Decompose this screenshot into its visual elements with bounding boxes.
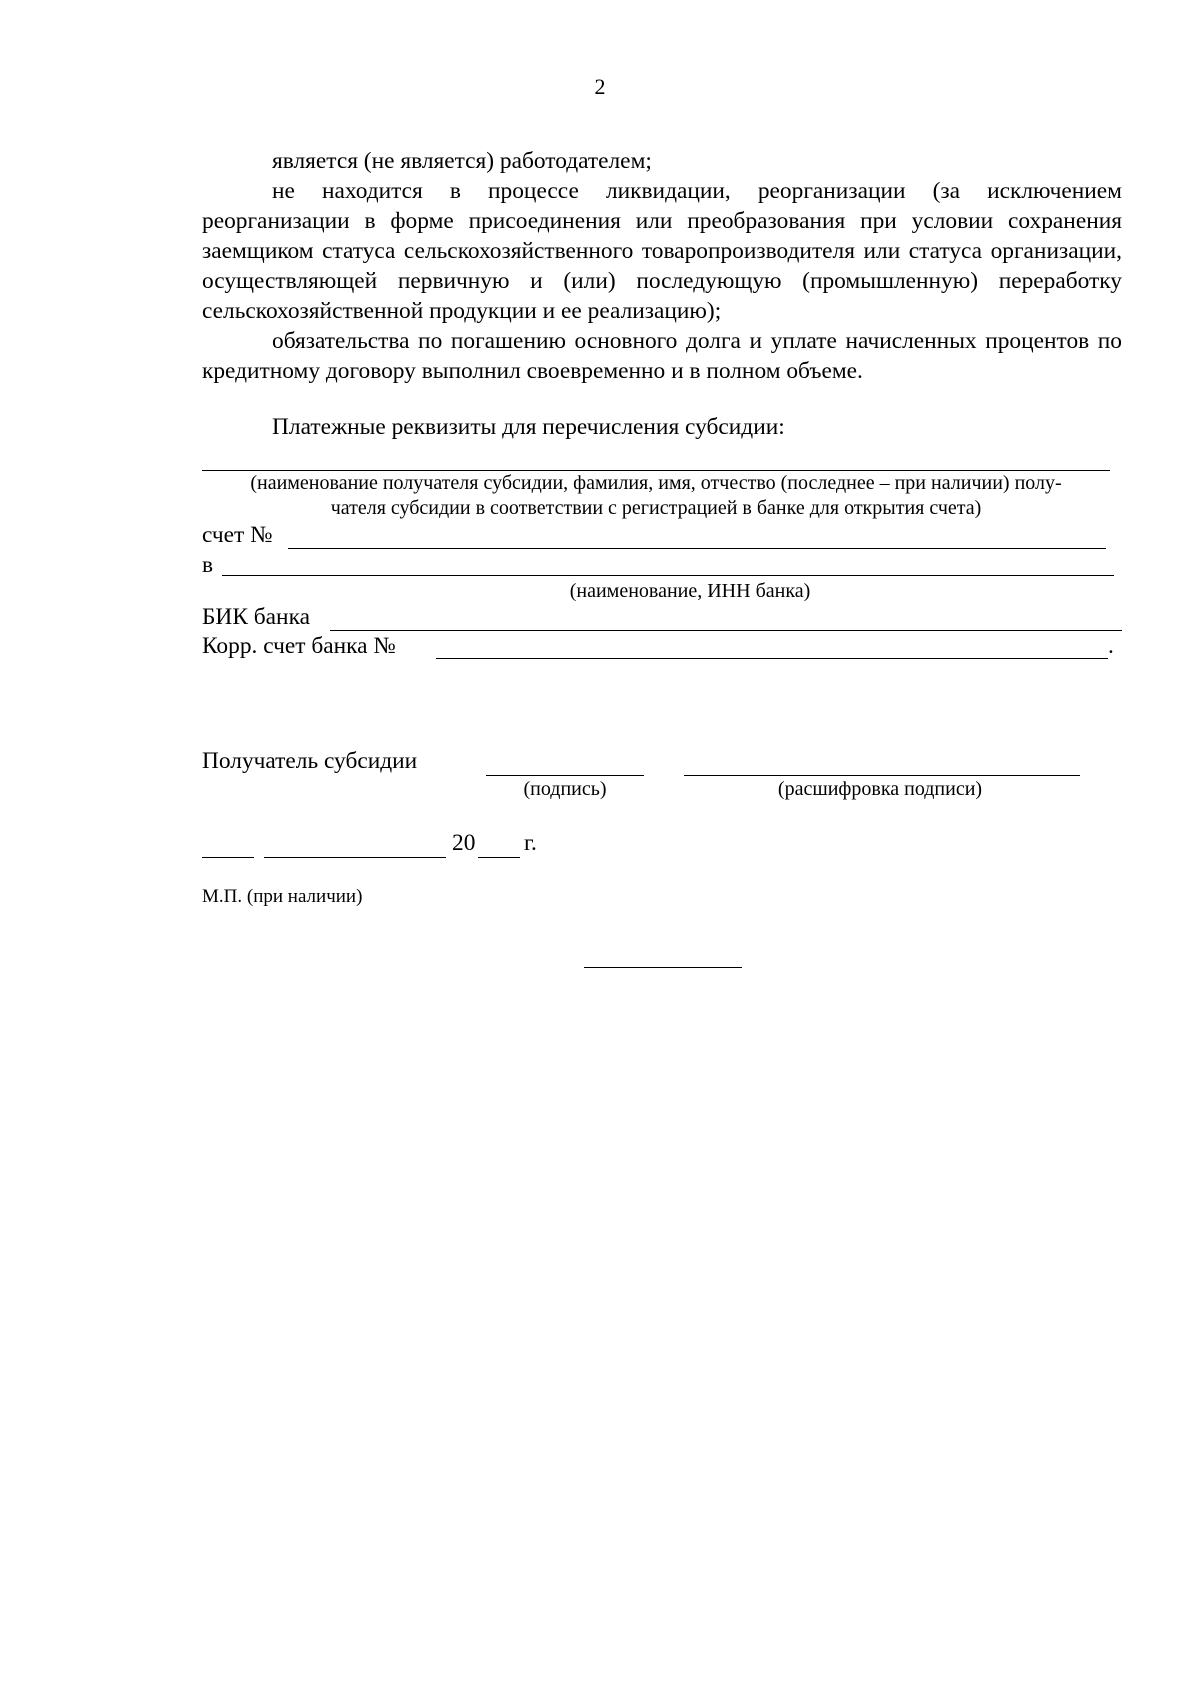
bank-hint: (наименование, ИНН банка)	[569, 580, 811, 602]
date-day-line[interactable]	[202, 857, 254, 858]
bik-label: БИК банка	[202, 604, 310, 630]
decode-hint: (расшифровка подписи)	[777, 778, 983, 800]
date-year-prefix: 20	[452, 830, 476, 856]
stamp-note: М.П. (при наличии)	[202, 886, 363, 907]
bik-line[interactable]	[330, 630, 1122, 631]
account-label: счет №	[202, 522, 273, 548]
date-year-line[interactable]	[478, 857, 520, 858]
corr-label: Корр. счет банка №	[202, 633, 396, 659]
signature-hint: (подпись)	[523, 778, 607, 800]
date-year-suffix: г.	[524, 830, 537, 856]
paragraph-employer: является (не является) работодателем;	[272, 148, 652, 174]
corr-account-line[interactable]	[436, 658, 1108, 659]
conditions-text	[202, 146, 1122, 386]
bank-name-line[interactable]	[222, 575, 1114, 576]
end-divider	[584, 967, 742, 968]
recipient-label: Получатель субсидии	[202, 748, 418, 774]
recipient-hint-line2: чателя субсидии в соответствии с регистрацией в банке для открытия счета)	[330, 497, 982, 519]
corr-end: .	[1108, 633, 1114, 659]
payment-heading: Платежные реквизиты для перечисления субсидии:	[272, 414, 785, 440]
signature-decode-line[interactable]	[684, 775, 1080, 776]
date-month-line[interactable]	[264, 857, 446, 858]
recipient-name-line[interactable]	[202, 470, 1110, 471]
signature-line[interactable]	[486, 775, 644, 776]
recipient-hint-line1: (наименование получателя субсидии, фамилия, имя, отчество (последнее – при наличии) полу-	[250, 472, 1062, 494]
paragraph-liquidation: не находится в процессе ликвидации, реорганизации (за исключением реорганизации в форме присоединения или преобразования при условии сохранения заемщиком статуса сельскохозяйственного товаропроизводителя или статуса организации, осуществляющей первичную и (или) последующую (промышленную) переработку сельскохозяйственной продукции и ее реализацию);	[202, 178, 1122, 324]
bank-label: в	[202, 552, 214, 578]
page-number: 2	[594, 74, 606, 99]
paragraph-obligations: обязательства по погашению основного долга и уплате начисленных процентов по кредитному договору выполнил своевременно и в полном объеме.	[202, 328, 1122, 384]
account-number-line[interactable]	[288, 548, 1106, 549]
